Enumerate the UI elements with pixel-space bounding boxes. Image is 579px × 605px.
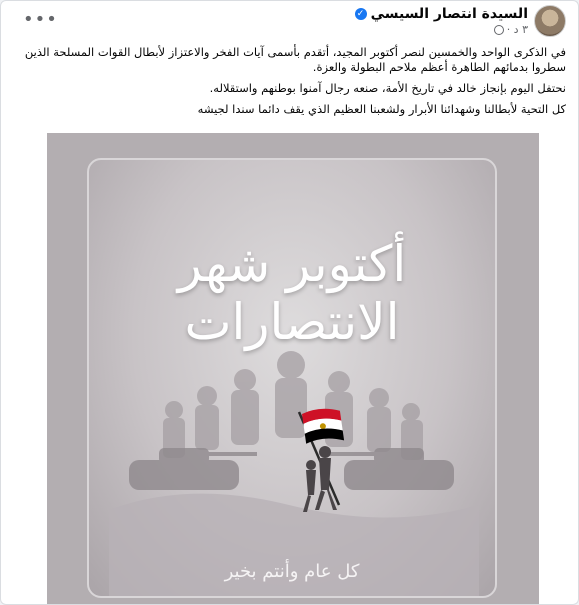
post-paragraph-1: في الذكرى الواحد والخمسين لنصر أكتوبر المجيد، أتقدم بأسمى آيات الفخر والاعتزاز لأبطال القوات المسلحة الذين سطروا بدمائهم الطاهرة أعظم ملاحم البطولة والعزة. <box>24 45 566 74</box>
more-options-icon[interactable]: ••• <box>23 9 58 30</box>
soldiers-illustration <box>89 160 495 596</box>
post-paragraph-2: نحتفل اليوم بإنجاز خالد في تاريخ الأمة، صنعه رجال آمنوا بوطنهم واستقلاله. <box>209 81 566 95</box>
soldiers-silhouettes <box>163 351 423 460</box>
image-greeting: كل عام وأنتم بخير <box>224 561 360 582</box>
post-paragraph-3: كل التحية لأبطالنا وشهدائنا الأبرار ولشعبنا العظيم الذي يقف دائما سندا لجيشه <box>197 102 566 116</box>
verified-badge-icon: ✓ <box>355 8 367 20</box>
author-name[interactable]: السيدة انتصار السيسي <box>370 6 528 22</box>
author-line <box>355 6 528 22</box>
image-frame <box>87 158 497 598</box>
post-meta <box>494 23 528 36</box>
author-avatar[interactable] <box>534 5 566 37</box>
image-title: أكتوبر شهر الانتصارات <box>177 235 407 351</box>
post-time[interactable]: ٣ د · <box>506 23 528 36</box>
post-text <box>13 45 566 123</box>
tanks-silhouettes <box>129 448 454 490</box>
globe-icon <box>494 25 504 35</box>
post-header <box>1 1 578 41</box>
post-image[interactable] <box>47 133 539 605</box>
